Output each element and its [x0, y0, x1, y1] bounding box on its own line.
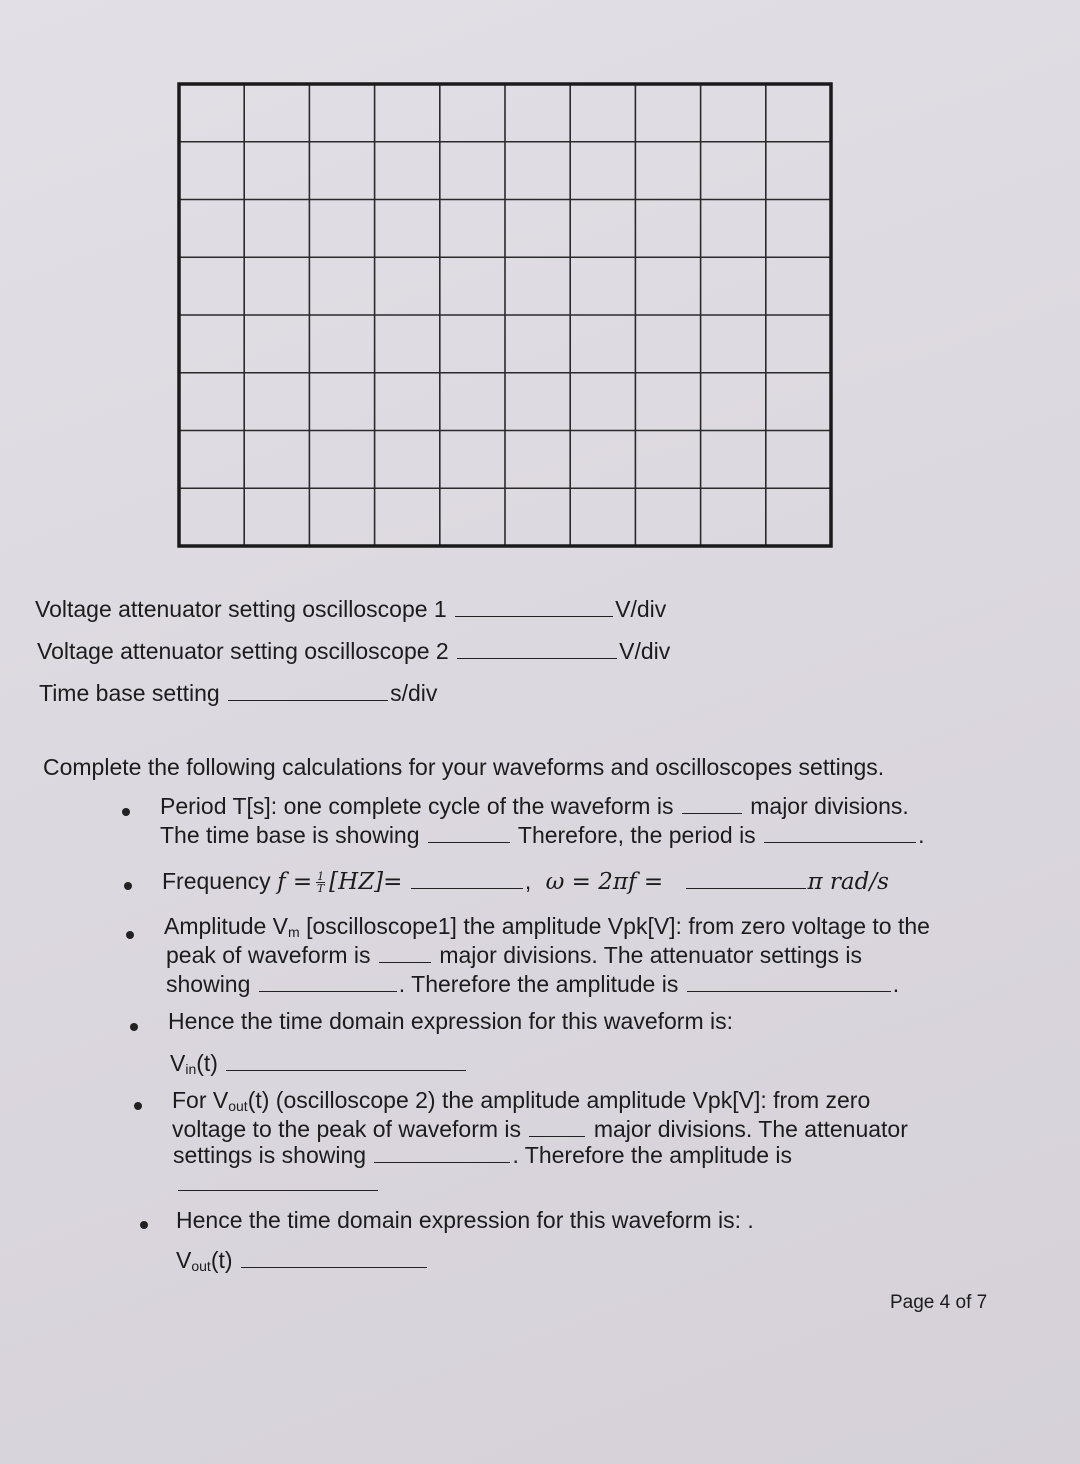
osc1-label: Voltage attenuator setting oscilloscope 1 [35, 596, 447, 622]
f-equals: f = [277, 869, 313, 895]
amp-in-sub: m [288, 924, 300, 940]
osc2-unit: V/div [619, 638, 671, 664]
timebase-unit: s/div [390, 680, 438, 706]
vout-line [176, 1247, 429, 1274]
amp-out-text-4: major divisions. The attenuator [593, 1116, 908, 1142]
amp-in-attenuator-blank[interactable] [259, 989, 397, 992]
bullet-dot [134, 1102, 142, 1110]
amplitude-out-line-2 [172, 1116, 908, 1143]
amplitude-in-line-1 [164, 913, 930, 940]
rad-per-second: π rad/s [807, 869, 889, 895]
vout-label: V [176, 1247, 192, 1273]
amp-out-sub: out [228, 1098, 248, 1114]
osc2-label: Voltage attenuator setting oscilloscope 2 [37, 638, 449, 664]
timebase-blank[interactable] [228, 698, 388, 701]
period-timebase-blank[interactable] [428, 840, 510, 843]
amplitude-out-line-3 [173, 1142, 792, 1169]
bullet-dot [130, 1023, 138, 1031]
amplitude-out-line-1 [172, 1087, 870, 1114]
amp-out-attenuator-blank[interactable] [374, 1160, 510, 1163]
oscilloscope-grid [175, 80, 835, 550]
hence-out-line: Hence the time domain expression for this waveform is: . [176, 1207, 754, 1233]
osc2-blank[interactable] [457, 656, 617, 659]
osc1-unit: V/div [615, 596, 667, 622]
one-over-t-fraction [316, 871, 325, 894]
frequency-blank[interactable] [411, 886, 523, 889]
amp-in-text-6: . Therefore the amplitude is [398, 971, 679, 997]
hz-unit: [HZ]= [329, 869, 403, 895]
amp-in-text-2: [oscilloscope1] the amplitude Vpk[V]: from zero voltage to the [299, 913, 930, 939]
period-text-1: Period T[s]: one complete cycle of the waveform is [160, 793, 674, 819]
omega-blank[interactable] [686, 886, 806, 889]
osc1-blank[interactable] [455, 614, 613, 617]
period-text-3: The time base is showing [160, 822, 420, 848]
amp-in-text-1: Amplitude V [164, 913, 289, 939]
amplitude-in-line-3 [166, 971, 899, 998]
fraction-numerator: 1 [317, 870, 325, 884]
period-line-1 [160, 793, 909, 820]
amp-out-text-3: voltage to the peak of waveform is [172, 1116, 522, 1142]
timebase-label: Time base setting [39, 680, 220, 706]
frequency-label: Frequency [162, 868, 271, 894]
amp-in-result-blank[interactable] [687, 989, 891, 992]
amp-in-text-3: peak of waveform is [166, 942, 371, 968]
amp-out-text-1: For V [172, 1087, 229, 1113]
page-number: Page 4 of 7 [890, 1292, 988, 1313]
osc1-setting-line [35, 596, 666, 623]
bullet-dot [124, 882, 132, 890]
vin-expression-blank[interactable] [226, 1068, 466, 1071]
amp-in-text-5: showing [166, 971, 251, 997]
vin-tail: (t) [196, 1050, 218, 1076]
amp-out-text-2: (t) (oscilloscope 2) the amplitude amplitude Vpk[V]: from zero [247, 1087, 871, 1113]
grid-svg [175, 80, 835, 550]
amp-in-text-4: major divisions. The attenuator settings is [439, 942, 863, 968]
frequency-comma: , [524, 868, 532, 894]
amp-in-divisions-blank[interactable] [379, 960, 431, 963]
vin-label: V [170, 1050, 186, 1076]
amp-out-divisions-blank[interactable] [529, 1134, 585, 1137]
vout-tail: (t) [210, 1247, 233, 1273]
omega-equation: ω = 2πf = [545, 869, 664, 895]
frequency-line [162, 868, 889, 895]
period-line-2 [160, 822, 924, 849]
period-divisions-blank[interactable] [682, 811, 742, 814]
period-text-2: major divisions. [750, 793, 909, 819]
bullet-dot [126, 931, 134, 939]
amp-out-text-5: settings is showing [173, 1142, 367, 1168]
amp-in-end: . [892, 971, 900, 997]
hence-in-line: Hence the time domain expression for this waveform is: [168, 1008, 734, 1034]
period-result-blank[interactable] [764, 840, 916, 843]
vout-expression-blank[interactable] [241, 1265, 427, 1268]
fraction-denominator: T [317, 882, 325, 896]
timebase-setting-line [39, 680, 437, 707]
osc2-setting-line [37, 638, 670, 665]
bullet-dot [140, 1221, 148, 1229]
vout-sub: out [191, 1258, 211, 1274]
amp-out-result-blank[interactable] [178, 1188, 378, 1191]
amplitude-in-line-2 [166, 942, 862, 969]
bullet-dot [122, 808, 130, 816]
period-end: . [918, 822, 925, 848]
period-text-4: Therefore, the period is [517, 822, 756, 848]
amp-out-text-6: . Therefore the amplitude is [512, 1142, 792, 1168]
vin-sub: in [185, 1061, 197, 1077]
vin-line [170, 1050, 468, 1077]
instructions: Complete the following calculations for your waveforms and oscilloscopes settings. [43, 754, 885, 780]
